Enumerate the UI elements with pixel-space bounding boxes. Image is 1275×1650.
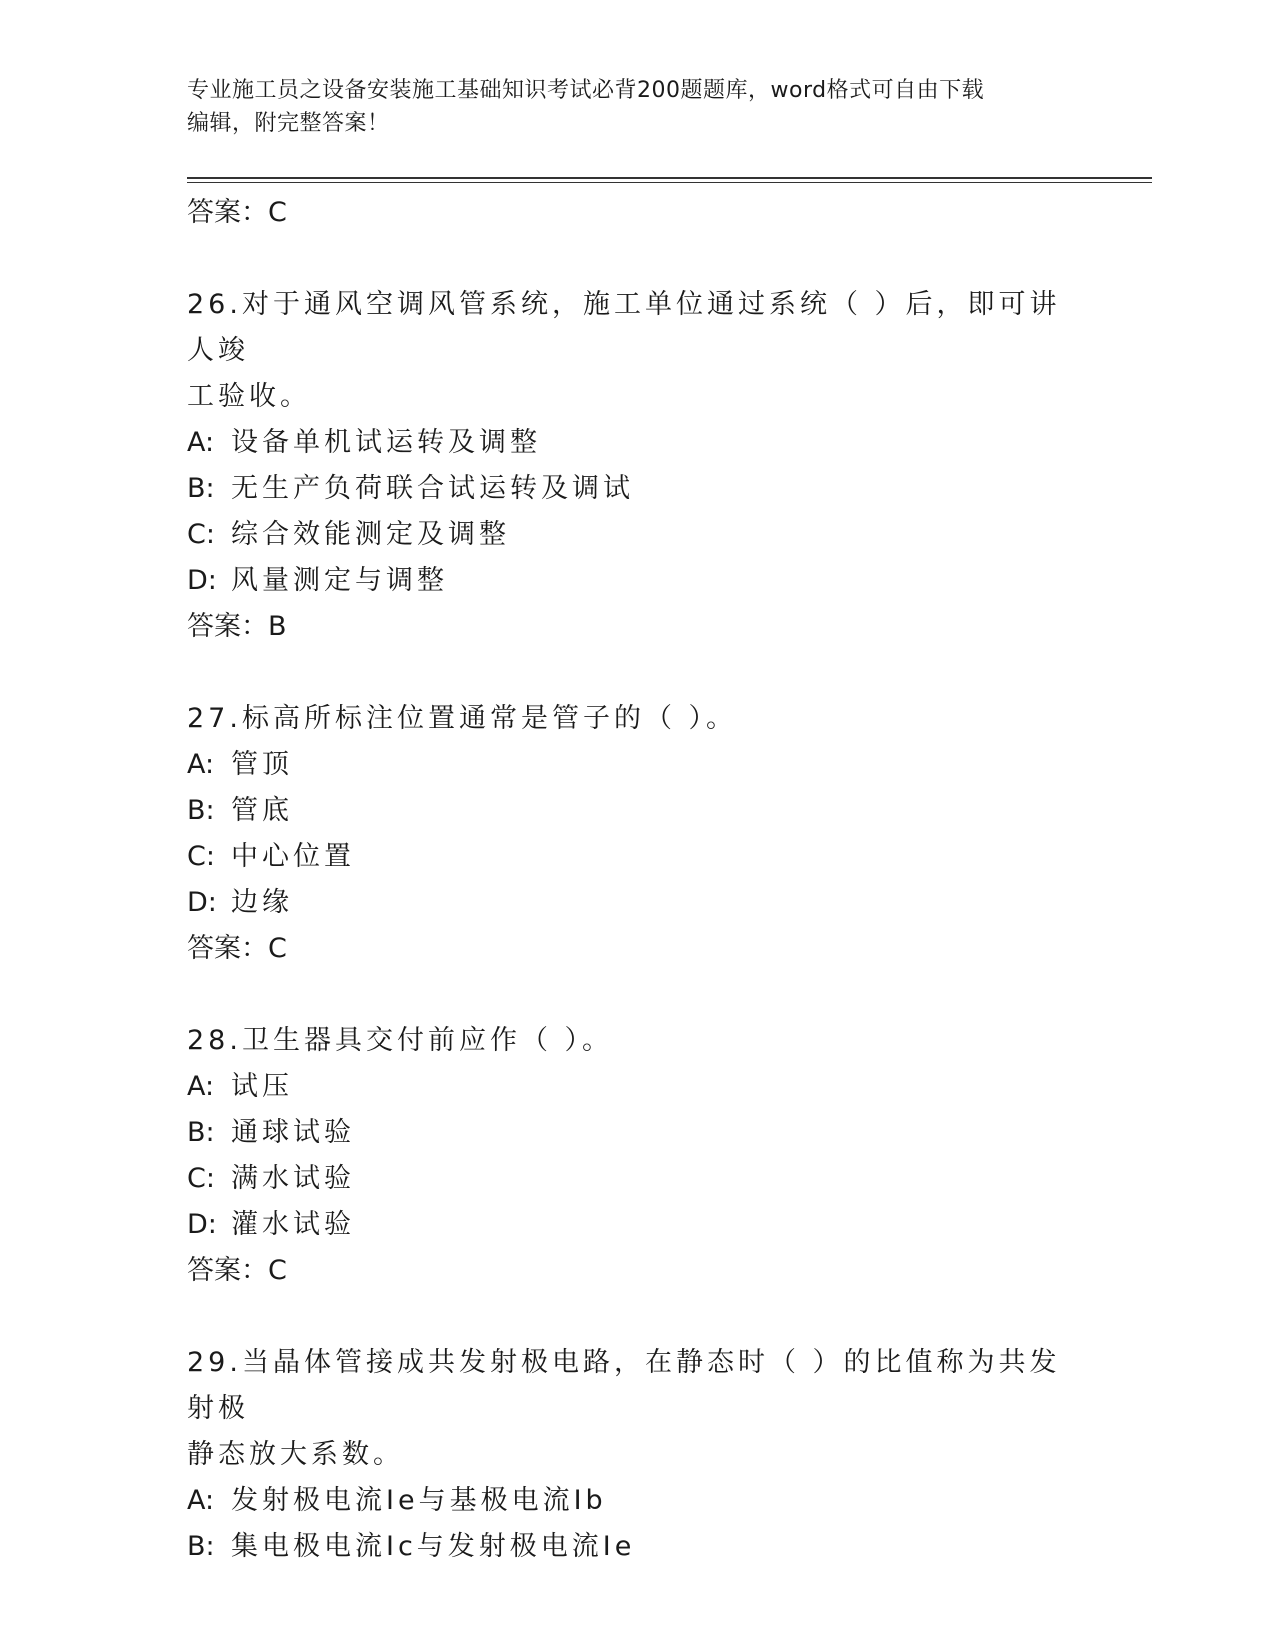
header-line-1: 专业施工员之设备安装施工基础知识考试必背200题题库，word格式可自由下载 — [187, 78, 985, 103]
header-line-2: 编辑，附完整答案！ — [187, 111, 390, 136]
option-c: C: 中心位置 — [187, 841, 355, 872]
question-26 — [187, 282, 1087, 650]
question-26-text: 26.对于通风空调风管系统，施工单位通过系统（ ）后，即可讲人竣 工验收。 — [187, 289, 1061, 412]
question-28 — [187, 1018, 1087, 1294]
answer-26: 答案：B — [187, 611, 287, 642]
question-list — [187, 190, 1087, 1570]
option-d: D: 边缘 — [187, 887, 293, 918]
option-c: C: 满水试验 — [187, 1163, 355, 1194]
option-a: A: 管顶 — [187, 749, 293, 780]
option-c: C: 综合效能测定及调整 — [187, 519, 510, 550]
option-b: B: 集电极电流Ic与发射极电流Ie — [187, 1531, 636, 1562]
option-d: D: 风量测定与调整 — [187, 565, 448, 596]
option-b: B: 管底 — [187, 795, 293, 826]
question-29-text: 29.当晶体管接成共发射极电路，在静态时（ ）的比值称为共发射极 静态放大系数。 — [187, 1347, 1061, 1470]
option-b: B: 无生产负荷联合试运转及调试 — [187, 473, 634, 504]
question-27 — [187, 696, 1087, 972]
question-27-text: 27.标高所标注位置通常是管子的（ ）。 — [187, 703, 738, 734]
question-29 — [187, 1340, 1087, 1570]
document-header — [187, 74, 1087, 140]
option-a: A: 发射极电流Ie与基极电流Ib — [187, 1485, 607, 1516]
header-divider-thin — [187, 182, 1152, 183]
option-a: A: 试压 — [187, 1071, 293, 1102]
option-d: D: 灌水试验 — [187, 1209, 355, 1240]
answer-25: 答案：C — [187, 197, 287, 228]
option-b: B: 通球试验 — [187, 1117, 355, 1148]
answer-28: 答案：C — [187, 1255, 287, 1286]
option-a: A: 设备单机试运转及调整 — [187, 427, 541, 458]
question-28-text: 28.卫生器具交付前应作（ ）。 — [187, 1025, 614, 1056]
answer-27: 答案：C — [187, 933, 287, 964]
header-divider-thick — [187, 177, 1152, 179]
